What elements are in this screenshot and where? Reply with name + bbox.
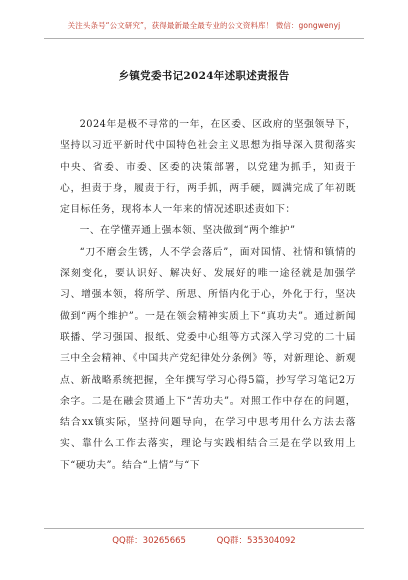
document-title: 乡镇党委书记2024年述职述责报告 [118, 70, 290, 82]
paragraph-section-one: “刀不磨会生锈，人不学会落后”，面对国情、社情和镇情的深刻变化，要认识好、解决好、发展好的唯一途径就是加强学习、增强本领，将所学、所思、所悟内化于心，外化于行，坚决做到“两个维护”。一是在领会精神实质上下“真功夫”。通过新闻联播、学习强国、报纸、党委中心组等方式深入学习党的二十届三中全会精神、《中国共产党纪律处分条例》等，对新理论、新观点、新战略系统把握，全年撰写学习心得5篇，抄写学习笔记2万余字。二是在融会贯通上下“苦功夫”。对照工作中存在的问题，结合xx镇实际，坚持问题导向，在学习中思考用什么方法去落实、靠什么工作去落实，理论与实践相结合三是在学以致用上下“硬功夫”。结合“上情”与“下 [60, 246, 356, 471]
footer-qq-group-1: QQ群：30265665 [112, 536, 186, 546]
footer [0, 534, 408, 546]
document-body [60, 114, 356, 476]
footer-divider [44, 528, 364, 529]
header-banner: 关注头条号“公文研究”，获得最新最全最专业的公文资料库！ 微信：gongwenyj [67, 21, 341, 30]
section-heading: 一、在学懂弄通上强本领、坚决做到“两个维护” [79, 225, 296, 237]
header-divider [44, 38, 364, 39]
footer-qq-group-2: QQ群：535304092 [216, 536, 296, 546]
paragraph-intro: 2024年是极不寻常的一年，在区委、区政府的坚强领导下，坚持以习近平新时代中国特色社会主义思想为指导深入贯彻落实中央、省委、市委、区委的决策部署，以党建为抓手，知责于心，担责于身，履责于行，两手抓，两手硬，圆满完成了年初既定目标任务，现将本人一年来的情况述职述责如下： [60, 119, 356, 216]
